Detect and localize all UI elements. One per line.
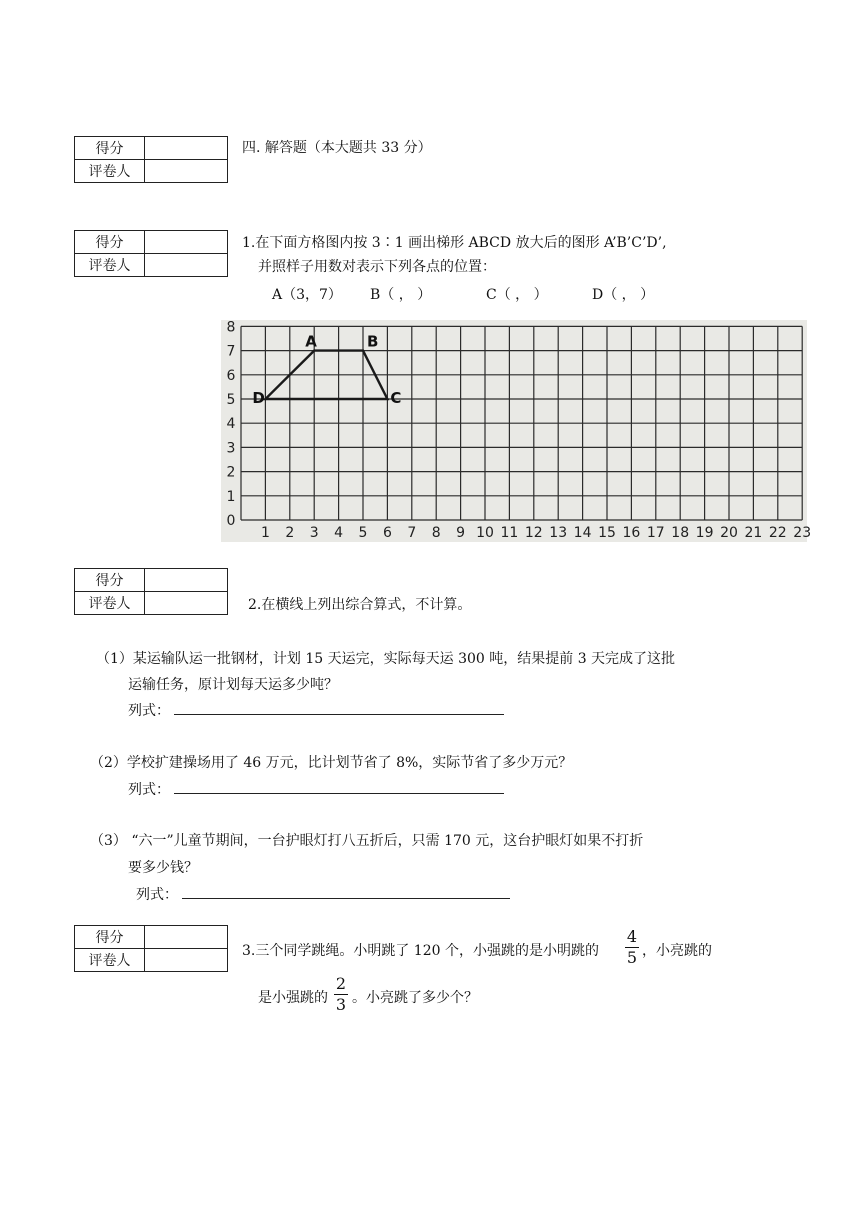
coordinate-grid <box>221 319 812 542</box>
x-tick-label: 12 <box>524 525 543 541</box>
grader-label: 评卷人 <box>75 160 145 183</box>
score-box-section <box>74 136 228 183</box>
grader-label: 评卷人 <box>75 949 145 972</box>
formula-label: 列式： <box>128 782 170 798</box>
x-tick-label: 11 <box>500 525 519 541</box>
q3-part3: 是小强跳的 <box>258 990 328 1006</box>
q2-p2-line1: （2）学校扩建操场用了 46 万元，比计划节省了 8%，实际节省了多少万元？ <box>90 755 573 771</box>
x-tick-label: 2 <box>285 525 295 541</box>
y-tick-label: 4 <box>226 416 236 433</box>
score-field[interactable] <box>145 137 228 160</box>
score-field[interactable] <box>145 926 228 949</box>
answer-line-3[interactable] <box>182 898 510 899</box>
q2-p1-line1: （1）某运输队运一批钢材，计划 15 天运完，实际每天运 300 吨，结果提前 3 天完成了这批 <box>96 651 676 667</box>
pair-c[interactable]: C（ ， ） <box>486 287 548 303</box>
x-tick-label: 1 <box>260 525 270 541</box>
score-box-q1 <box>74 230 228 277</box>
formula-label: 列式： <box>136 887 178 903</box>
vertex-label: A <box>305 332 317 351</box>
y-tick-label: 6 <box>226 367 236 384</box>
vertex-label: D <box>252 389 265 407</box>
x-tick-label: 23 <box>793 525 812 541</box>
vertex-label: C <box>390 389 402 407</box>
pair-a: A（3，7） <box>272 287 342 303</box>
vertex-label: B <box>367 332 379 351</box>
x-tick-label: 6 <box>382 525 392 541</box>
fraction-denominator: 3 <box>335 995 347 1014</box>
y-tick-label: 1 <box>226 488 236 505</box>
q1-line2: 并照样子用数对表示下列各点的位置： <box>258 259 496 275</box>
score-field[interactable] <box>145 231 228 254</box>
fraction-two-thirds <box>334 975 348 1014</box>
y-tick-label: 5 <box>226 392 236 408</box>
fraction-four-fifths <box>625 928 639 967</box>
x-tick-label: 21 <box>744 525 763 541</box>
x-tick-label: 22 <box>768 525 787 541</box>
score-box-q2 <box>74 568 228 615</box>
y-tick-label: 7 <box>226 343 236 360</box>
x-tick-label: 4 <box>334 525 344 541</box>
grader-field[interactable] <box>145 254 228 277</box>
q2-p3-line1: （3） “六一”儿童节期间，一台护眼灯打八五折后，只需 170 元，这台护眼灯如果不打折 <box>90 833 644 849</box>
y-tick-label: 2 <box>226 464 236 481</box>
x-tick-label: 16 <box>622 525 641 541</box>
formula-label: 列式： <box>128 703 170 719</box>
x-tick-label: 10 <box>476 525 494 541</box>
grader-field[interactable] <box>145 592 228 615</box>
x-tick-label: 13 <box>549 525 568 541</box>
q3-part4: 。小亮跳了多少个？ <box>352 990 478 1006</box>
q3-part2: ，小亮跳的 <box>642 943 712 959</box>
score-label: 得分 <box>75 569 145 592</box>
pair-b[interactable]: B（ ， ） <box>370 287 432 303</box>
answer-line-2[interactable] <box>174 793 504 794</box>
x-tick-label: 19 <box>695 525 714 541</box>
grader-field[interactable] <box>145 949 228 972</box>
y-tick-label: 8 <box>226 319 236 336</box>
y-tick-label: 3 <box>226 440 236 457</box>
x-tick-label: 17 <box>646 525 665 541</box>
x-tick-label: 9 <box>456 525 466 541</box>
x-tick-label: 7 <box>407 525 417 541</box>
q3-part1: 3.三个同学跳绳。小明跳了 120 个，小强跳的是小明跳的 <box>242 943 599 959</box>
grader-label: 评卷人 <box>75 592 145 615</box>
score-label: 得分 <box>75 231 145 254</box>
score-label: 得分 <box>75 926 145 949</box>
pair-d[interactable]: D（ ， ） <box>592 287 655 303</box>
score-label: 得分 <box>75 137 145 160</box>
q2-p3-line2: 要多少钱？ <box>128 860 198 876</box>
answer-line-1[interactable] <box>174 714 504 715</box>
grader-field[interactable] <box>145 160 228 183</box>
x-tick-label: 3 <box>309 525 319 541</box>
fraction-numerator: 4 <box>626 927 638 946</box>
x-tick-label: 20 <box>720 525 738 541</box>
grader-label: 评卷人 <box>75 254 145 277</box>
q2-intro: 2.在横线上列出综合算式，不计算。 <box>248 597 472 613</box>
x-tick-label: 18 <box>671 525 690 541</box>
score-field[interactable] <box>145 569 228 592</box>
x-tick-label: 5 <box>358 525 368 541</box>
x-tick-label: 8 <box>431 525 441 541</box>
y-tick-label: 0 <box>226 513 236 529</box>
section-title: 四. 解答题（本大题共 33 分） <box>242 140 432 156</box>
x-tick-label: 14 <box>573 525 592 541</box>
score-box-q3 <box>74 925 228 972</box>
q1-line1: 1.在下面方格图内按 3∶1 画出梯形 ABCD 放大后的图形 A’B’C’D’, <box>242 235 667 251</box>
fraction-numerator: 2 <box>335 974 347 993</box>
q2-p1-line2: 运输任务，原计划每天运多少吨？ <box>128 677 338 693</box>
x-tick-label: 15 <box>598 525 616 541</box>
fraction-denominator: 5 <box>626 948 638 967</box>
